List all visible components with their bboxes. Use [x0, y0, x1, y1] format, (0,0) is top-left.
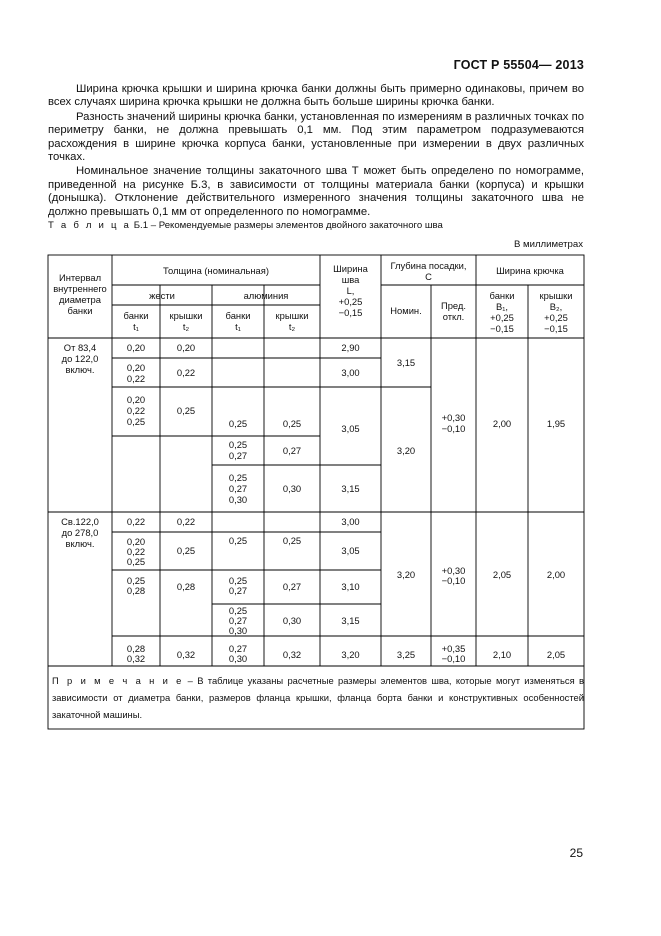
table-cell: 1,95: [546, 418, 566, 429]
header-limit-dev: Пред. откл.: [440, 300, 467, 322]
paragraph: Разность значений ширины крючка банки, установленная по измерениям в различных точках по периметру банки, не должна превышать 0,1 мм. Под этим параметром подразумеваются расхождения в ширине крючка корпуса банки, установленные при измерении в двух различных точках.: [48, 110, 584, 164]
table-cell: 0,25: [228, 418, 248, 429]
table-cell: +0,30 −0,10: [441, 412, 466, 434]
table-cell: 0,25 0,27 0,30: [228, 605, 248, 636]
table-caption-text: Б.1 – Рекомендуемые размеры элементов двойного закаточного шва: [133, 220, 443, 231]
header-thickness: Толщина (номинальная): [163, 265, 269, 276]
table-cell: 0,20 0,22 0,25: [126, 536, 146, 567]
header-al-lid-t2: крышки t₂: [275, 310, 309, 332]
table-cell: 0,25 0,27: [228, 439, 248, 461]
table-cell: 0,27 0,30: [228, 643, 248, 664]
table-cell: 0,25 0,27: [228, 575, 248, 596]
table-cell: 0,25: [176, 545, 196, 556]
table-cell: +0,30 −0,10: [441, 565, 466, 586]
table-cell: 2,00: [492, 418, 512, 429]
header-hook-width: Ширина крючка: [496, 265, 564, 276]
table-cell: 0,28: [176, 581, 196, 592]
table-cell: 3,25: [396, 649, 416, 660]
table-cell: 2,10: [492, 649, 512, 660]
table-cell: 0,22: [176, 516, 196, 527]
table-cell: 2,00: [546, 569, 566, 580]
table-cell: 3,20: [396, 569, 416, 580]
group2-interval: Св.122,0 до 278,0 включ.: [61, 516, 99, 549]
table-units: В миллиметрах: [513, 239, 583, 250]
table-cell: 3,05: [341, 545, 360, 556]
note-label: П р и м е ч а н и е: [52, 675, 184, 686]
header-hook-lid: крышки B₂, +0,25 −0,15: [539, 290, 573, 334]
table-cell: 0,22: [126, 516, 146, 527]
table-caption-label: Т а б л и ц а: [48, 220, 132, 231]
note-text: – В таблице указаны расчетные размеры элементов шва, которые могут изменяться в зависимости от диаметра банки, размеров фланца крышки, фланца борта банки и конструктивных особенностей закаточной машины.: [52, 675, 584, 720]
table-cell: 3,05: [341, 423, 360, 434]
header-seam-width: Ширина шва L, +0,25 −0,15: [333, 263, 368, 318]
table-cell: 0,25: [282, 535, 302, 546]
header-al-can-t1: банки t₁: [225, 310, 251, 332]
table-cell: 3,15: [341, 615, 360, 626]
table-cell: 0,28 0,32: [126, 643, 146, 664]
table-cell: 3,00: [341, 367, 360, 378]
header-interval: Интервал внутреннего диаметра банки: [53, 272, 107, 316]
table-cell: 0,25 0,27 0,30: [228, 472, 248, 505]
header-depth: Глубина посадки, С: [390, 260, 467, 282]
table-cell: 0,22: [176, 367, 196, 378]
table-cell: 0,20 0,22: [126, 362, 146, 384]
table-cell: 0,30: [282, 615, 302, 626]
header-nominal: Номин.: [390, 305, 422, 316]
table-cell: 2,05: [546, 649, 566, 660]
table-cell: 0,25 0,28: [126, 575, 146, 596]
table-cell: 2,05: [492, 569, 512, 580]
document-header: ГОСТ Р 55504— 2013: [453, 58, 584, 72]
table-cell: 0,20 0,22 0,25: [126, 394, 146, 427]
table-cell: 3,15: [341, 483, 360, 494]
table-cell: 3,15: [396, 357, 416, 368]
header-tin: жести: [149, 290, 175, 301]
table-cell: 3,00: [341, 516, 360, 527]
table-cell: 0,27: [282, 445, 302, 456]
table-cell: 3,10: [341, 581, 360, 592]
table-cell: 0,25: [282, 418, 302, 429]
table-cell: 2,90: [341, 342, 360, 353]
paragraph: Номинальное значение толщины закаточного шва Т может быть определено по номограмме, приведенной на рисунке Б.3, в зависимости от толщины материала банки (корпуса) и крышки (донышка). Отклонение действительного измеренного значения толщины закаточного шва не должно превышать 0,1 мм от определенного по номограмме.: [48, 165, 584, 218]
table-cell: 0,20: [176, 342, 196, 353]
table-cell: 3,20: [341, 649, 360, 660]
group1-interval: От 83,4 до 122,0 включ.: [61, 342, 99, 375]
table-cell: 0,20: [126, 342, 146, 353]
header-aluminium: алюминия: [243, 290, 289, 301]
table-note: [52, 672, 584, 723]
table-cell: 3,20: [396, 445, 416, 456]
paragraph: Ширина крючка крышки и ширина крючка банки должны быть примерно одинаковы, причем во всех случаях ширина крючка крышки не должна быть больше ширины крючка банки.: [48, 83, 584, 109]
table-cell: 0,32: [282, 649, 302, 660]
header-hook-can: банки B₁, +0,25 −0,15: [489, 290, 515, 334]
table-cell: 0,25: [228, 535, 248, 546]
table-cell: 0,27: [282, 581, 302, 592]
header-tin-lid-t2: крышки t₂: [169, 310, 203, 332]
table-cell: 0,25: [176, 405, 196, 416]
page-number: 25: [569, 846, 583, 860]
table-cell: 0,30: [282, 483, 302, 494]
table-cell: 0,32: [176, 649, 196, 660]
header-tin-can-t1: банки t₁: [123, 310, 149, 332]
table-cell: +0,35 −0,10: [441, 643, 466, 664]
